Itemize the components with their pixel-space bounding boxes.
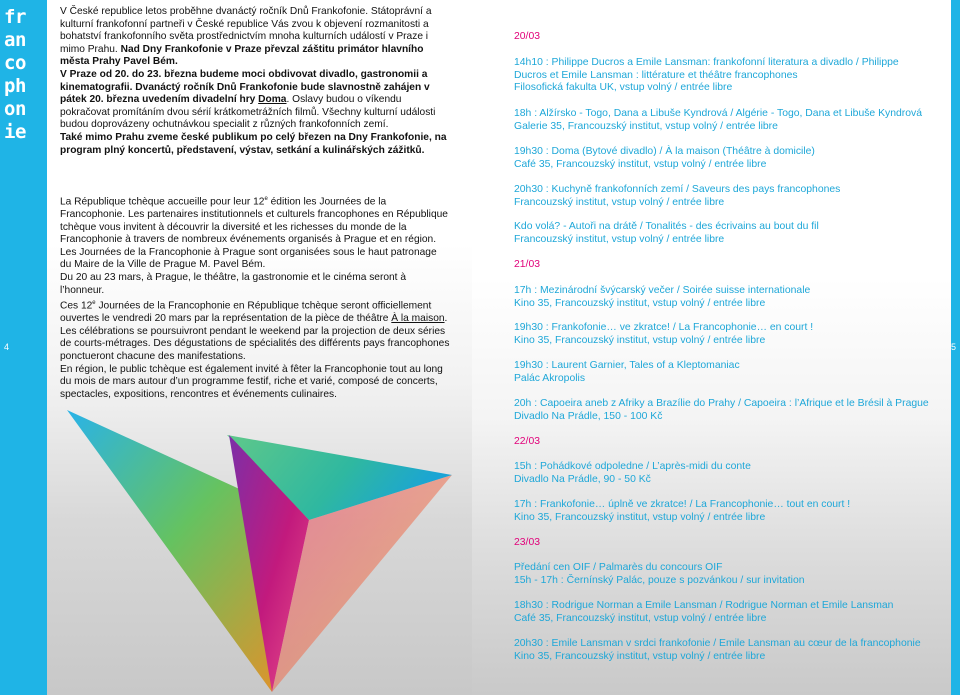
czech-text-1: V České republice letos proběhne dvanáctý ročník Dnů Frankofonie. Státoprávní a kulturní frankofonní partneři v České republice Vás zvou k objevení rozmanitosti a bohatství frankofonního světa prostřednictvím mnoha kulturních událostí v Praze i mimo Prahu.: [60, 6, 432, 55]
logo-line: on: [4, 98, 26, 120]
czech-text-1b: Nad Dny Frankofonie v Praze převzal záštitu primátor hlavního města Prahy Pavel Bém.: [60, 43, 424, 68]
schedule-event-line: 17h : Frankofonie… úplně ve zkratce! / La Francophonie… tout en court !: [514, 499, 851, 510]
schedule-event: [514, 360, 934, 385]
schedule-event-line: Kino 35, Francouzský institut, vstup volný / entrée libre: [514, 297, 766, 309]
ordinal-suffix: e: [92, 300, 96, 307]
schedule-date: 21/03: [514, 259, 541, 270]
schedule-event-line: 14h10 : Philippe Ducros a Emile Lansman: frankofonní literatura a divadlo / Philippe: [514, 57, 899, 68]
french-text: En région, le public tchèque est également invité à fêter la Francophonie tout au long du mois de mars autour d’un programme festif, riche et varié, composé de concerts, spectacles, expositions, rencontres et événements culinaires.: [60, 363, 443, 400]
czech-text-3b: Také mimo Prahu zveme české publikum po celý březen na Dny Frankofonie, na program plný koncertů, představení, výstav, setkání a kulinářských zážitků.: [60, 131, 447, 156]
czech-play-title: Doma: [258, 94, 287, 106]
schedule-event-line: 20h30 : Emile Lansman v srdci frankofonie / Emile Lansman au cœur de la francophonie: [514, 638, 921, 649]
schedule-event: [514, 398, 934, 423]
schedule-date: 23/03: [514, 537, 541, 548]
schedule-event-line: 17h : Mezinárodní švýcarský večer / Soirée suisse internationale: [514, 285, 811, 296]
schedule-event: [514, 562, 934, 587]
schedule-event: [514, 108, 934, 133]
schedule-event-line: 19h30 : Laurent Garnier, Tales of a Kleptomaniac: [514, 360, 740, 371]
schedule-event-line: 20h : Capoeira aneb z Afriky a Brazílie do Prahy / Capoeira : l’Afrique et le Brésil à Prague: [514, 398, 929, 409]
czech-paragraph: [60, 132, 450, 157]
czech-text-2b: V Praze od 20. do 23. března budeme moci obdivovat divadlo, gastronomii a kinematografii. Dvanáctý ročník Dnů Frankofonie bude slavnostně zahájen v pátek 20. března uvedením divadelní hry: [60, 68, 430, 106]
czech-paragraph: [60, 6, 450, 69]
schedule-event-line: 15h : Pohádkové odpoledne / L’après-midi du conte: [514, 461, 751, 472]
schedule-event-line: Filosofická fakulta UK, vstup volný / entrée libre: [514, 82, 733, 94]
schedule-event: [514, 600, 934, 625]
schedule-event-line: Ducros et Emile Lansman : littérature et théâtre francophones: [514, 69, 798, 81]
logo-line: fr: [4, 6, 26, 28]
schedule-event: [514, 184, 934, 209]
schedule-event: [514, 461, 934, 486]
schedule-event-line: Galerie 35, Francouzský institut, vstup volný / entrée libre: [514, 120, 778, 132]
logo-line: ie: [4, 121, 26, 143]
page-number-right: 5: [951, 342, 957, 352]
schedule-event: [514, 499, 934, 524]
french-paragraph: [60, 272, 450, 297]
schedule-event-line: Kino 35, Francouzský institut, vstup volný / entrée libre: [514, 650, 766, 662]
schedule-event: [514, 57, 934, 95]
schedule-event-line: Francouzský institut, vstup volný / entrée libre: [514, 233, 725, 245]
czech-paragraph: [60, 69, 450, 132]
czech-text-2: . Oslavy budou o víkendu pokračovat promítáním dvou sérií krátkometrážních filmů. Všechny kulturní události budou doprovázeny ochutnávkou specialit z různých frankofonních zemí.: [60, 94, 436, 131]
french-paragraph: [60, 193, 450, 272]
page-number-left: 4: [4, 342, 10, 352]
right-page: [472, 0, 951, 695]
schedule-event-line: Café 35, Francouzský institut, vstup volný / entrée libre: [514, 612, 767, 624]
schedule-event-line: 19h30 : Doma (Bytové divadlo) / À la maison (Théâtre à domicile): [514, 146, 815, 157]
logo-line: an: [4, 29, 26, 51]
logo-line: ph: [4, 75, 26, 97]
french-text: édition les Journées de la Francophonie. Les partenaires institutionnels et culturels francophones en République tchèque vous invitent à découvrir la diversité et les richesses du monde de la Francophonie à travers de nombreux événements organisés à Prague et en région. Les Journées de la Francophonie à Prague sont organisées sous le haut patronage du Maire de la Ville de Prague M. Pavel Bém.: [60, 196, 448, 271]
schedule-event-line: Kino 35, Francouzský institut, vstup volný / entrée libre: [514, 511, 766, 523]
schedule-event-line: 20h30 : Kuchyně frankofonních zemí / Saveurs des pays francophones: [514, 184, 841, 195]
schedule-event-line: Divadlo Na Prádle, 90 - 50 Kč: [514, 473, 651, 485]
schedule-event-line: Francouzský institut, vstup volný / entrée libre: [514, 196, 725, 208]
ordinal-suffix: e: [264, 196, 268, 202]
french-text: . Les célébrations se poursuivront pendant le weekend par la projection de deux séries de courts-métrages. Des dégustations de spécialités des différents pays francophones ponctueront chacune des manifestations.: [60, 313, 450, 362]
schedule-event-line: Předání cen OIF / Palmarès du concours OIF: [514, 562, 723, 573]
french-text: Journées de la Francophonie en République tchèque seront officiellement ouvertes le vendredi 20 mars par la représentation de la pièce de théâtre: [60, 300, 432, 325]
schedule-event-line: Kino 35, Francouzský institut, vstup volný / entrée libre: [514, 334, 766, 346]
schedule-event-line: Kdo volá? - Autoři na drátě / Tonalités - des écrivains au bout du fil: [514, 221, 819, 232]
schedule-date: 20/03: [514, 31, 541, 42]
schedule-event: [514, 285, 934, 310]
schedule-event: [514, 146, 934, 171]
schedule-date: 22/03: [514, 436, 541, 447]
schedule-event-line: 19h30 : Frankofonie… ve zkratce! / La Francophonie… en court !: [514, 322, 814, 333]
schedule-event-line: Divadlo Na Prádle, 150 - 100 Kč: [514, 410, 663, 422]
schedule-event-line: 18h30 : Rodrigue Norman a Emile Lansman / Rodrigue Norman et Emile Lansman: [514, 600, 894, 611]
schedule-event-line: 18h : Alžírsko - Togo, Dana a Libuše Kyndrová / Algérie - Togo, Dana et Libuše Kyndrová: [514, 108, 922, 119]
schedule-event: [514, 221, 934, 246]
logo-line: co: [4, 52, 26, 74]
schedule-event-line: 15h - 17h : Černínský Palác, pouze s pozvánkou / sur invitation: [514, 574, 805, 586]
french-paragraph: [60, 297, 450, 363]
schedule-event: [514, 322, 934, 347]
french-text: Du 20 au 23 mars, à Prague, le théâtre, la gastronomie et le cinéma seront à l’honneur.: [60, 271, 407, 296]
french-intro: [60, 193, 450, 401]
schedule-event-line: Café 35, Francouzský institut, vstup volný / entrée libre: [514, 158, 767, 170]
french-play-title: À la maison: [391, 313, 445, 325]
francophonie-logo: [4, 6, 44, 144]
schedule-event: [514, 638, 934, 663]
french-text: La République tchèque accueille pour leur 12: [60, 196, 265, 208]
triangle-graphic: [47, 380, 472, 695]
french-text: Ces 12: [60, 300, 93, 312]
schedule-event-line: Palác Akropolis: [514, 372, 586, 384]
czech-intro: [60, 6, 450, 157]
